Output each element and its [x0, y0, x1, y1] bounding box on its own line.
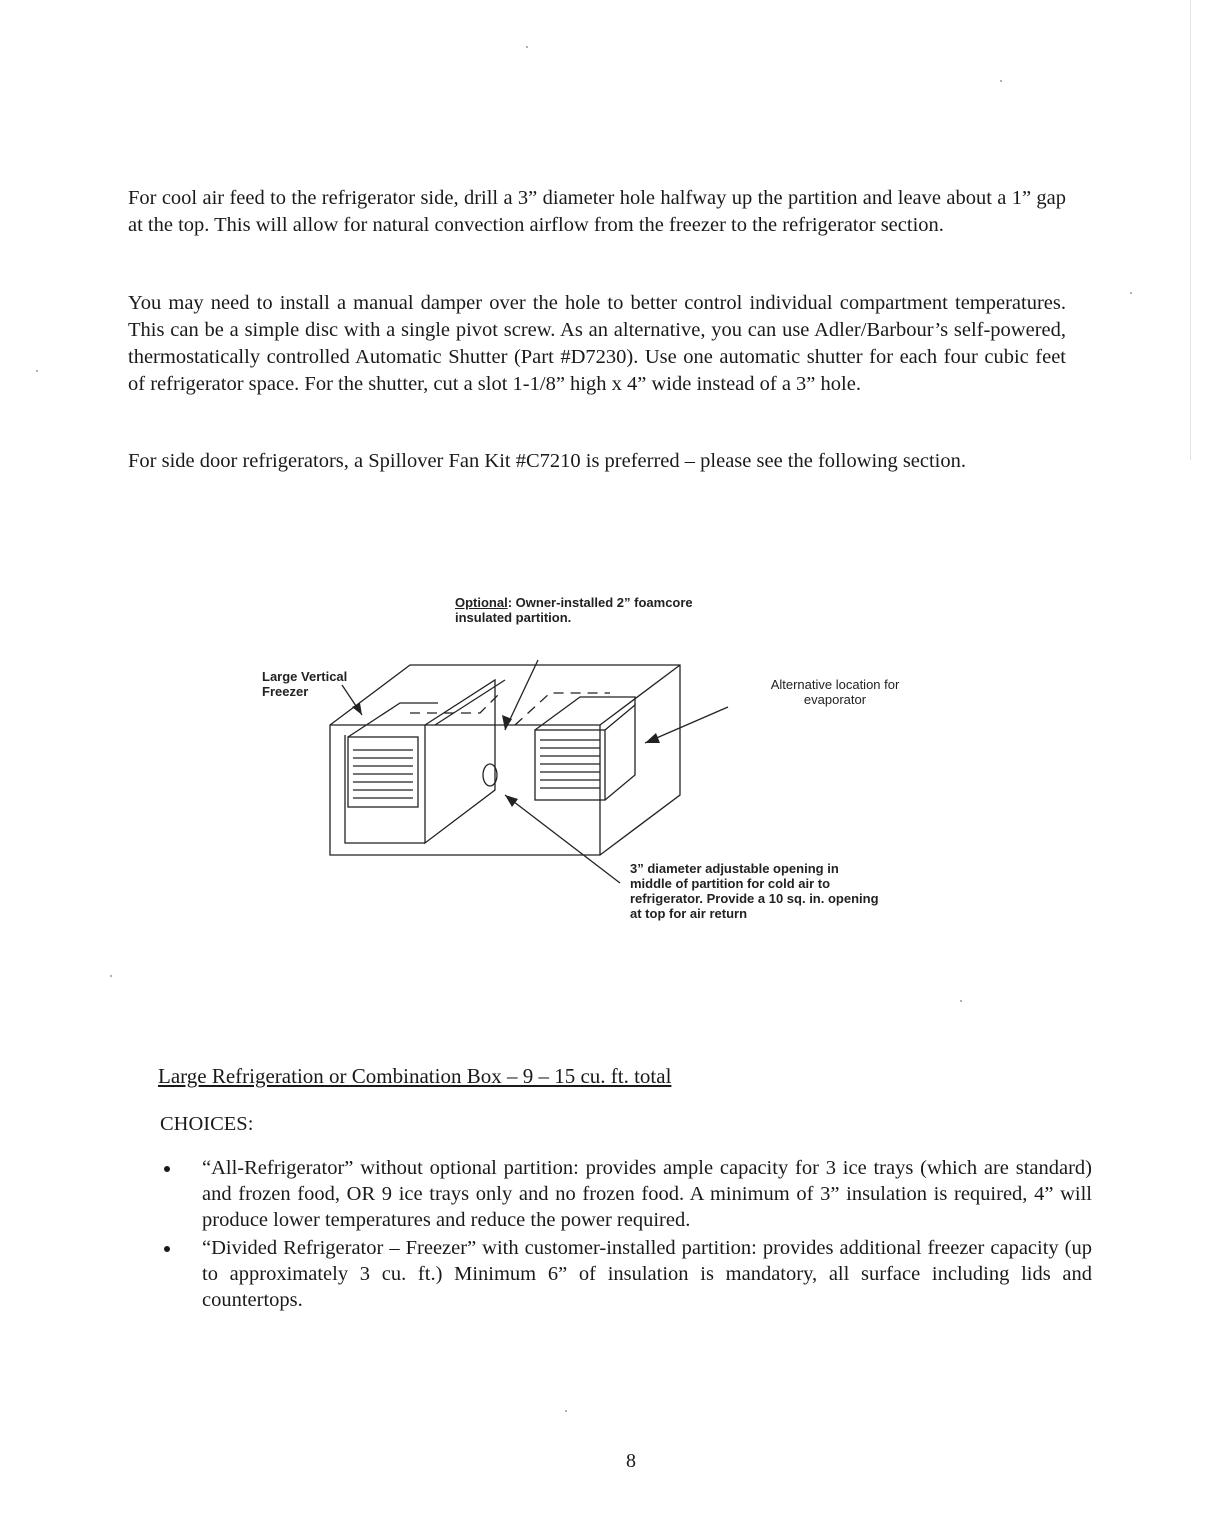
refrigerator-diagram	[250, 585, 930, 945]
box-front-top-edge	[330, 665, 680, 725]
inner-left-wall	[345, 735, 425, 843]
scan-speck	[526, 46, 528, 48]
bullet-text: “All-Refrigerator” without optional partition: provides ample capacity for 3 ice trays (which are standard) and frozen food, OR 9 ice trays only and no frozen food. A minimum of 3” insulation is required, 4” will produce lower temperatures and reduce the power required.	[202, 1157, 1092, 1231]
paragraph-damper: You may need to install a manual damper over the hole to better control individual compartment temperatures. This can be a simple disc with a single pivot screw. As an alternative, you can use Adler/Barbour’s self-powered, thermostatically controlled Automatic Shutter (Part #D7230). Use one automatic shutter for each four cubic feet of refrigerator space. For the shutter, cut a slot 1-1/8” high x 4” wide instead of a 3” hole.	[128, 292, 1066, 395]
optional-rest: : Owner-installed 2” foamcore insulated partition.	[455, 595, 693, 625]
scan-speck	[36, 370, 38, 372]
freezer-label: Large Vertical Freezer	[262, 669, 348, 699]
scan-speck	[565, 1410, 567, 1412]
scan-edge	[1190, 0, 1191, 460]
section-heading: Large Refrigeration or Combination Box – 9 – 15 cu. ft. total	[158, 1064, 672, 1088]
leader-opening	[505, 795, 620, 883]
scan-speck	[960, 1000, 962, 1002]
paragraph-side-door: For side door refrigerators, a Spillover Fan Kit #C7210 is preferred – please see the following section.	[128, 450, 967, 472]
right-evaporator-side	[605, 705, 635, 800]
arrowhead-alt	[645, 733, 660, 743]
bullet-icon	[164, 1246, 170, 1252]
optional-partition-label	[455, 595, 715, 625]
left-evaporator-fins	[353, 750, 413, 798]
choices-list	[160, 1155, 1092, 1315]
opening-label: 3” diameter adjustable opening in middle of partition for cold air to refrigerator. Provide a 10 sq. in. opening at top for air return	[630, 861, 879, 921]
list-item	[160, 1235, 1092, 1313]
dashed-right	[515, 693, 610, 725]
page-number: 8	[626, 1450, 636, 1472]
arrowhead-opening	[505, 795, 518, 807]
optional-prefix: Optional	[455, 595, 508, 610]
arrowhead-freezer	[352, 703, 362, 715]
choices-label: CHOICES:	[160, 1113, 254, 1135]
scan-speck	[1000, 80, 1002, 82]
scan-speck	[1130, 292, 1132, 294]
left-evaporator	[348, 737, 418, 807]
partition	[425, 680, 495, 843]
right-evaporator-fins	[540, 740, 600, 788]
scan-speck	[110, 975, 112, 977]
box-outline	[330, 665, 680, 855]
paragraph-air-feed: For cool air feed to the refrigerator side, drill a 3” diameter hole halfway up the partition and leave about a 1” gap at the top. This will allow for natural convection airflow from the freezer to the refrigerator section.	[128, 187, 1066, 236]
list-item	[160, 1155, 1092, 1233]
bullet-icon	[164, 1166, 170, 1172]
bullet-text: “Divided Refrigerator – Freezer” with customer-installed partition: provides additional freezer capacity (up to approximately 3 cu. ft.) Minimum 6” of insulation is mandatory, all surface including lids and countertops.	[202, 1237, 1092, 1311]
alt-location-label: Alternative location for evaporator	[770, 677, 900, 707]
